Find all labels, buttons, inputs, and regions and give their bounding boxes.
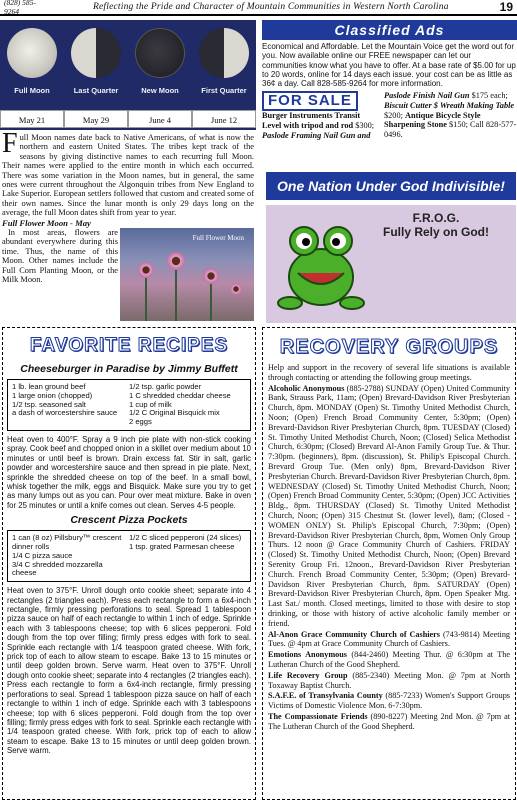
first-quarter-moon-icon bbox=[199, 28, 249, 78]
photo-caption: Full Flower Moon bbox=[192, 234, 244, 242]
full-moon-icon bbox=[7, 28, 57, 78]
listing-price: $200; bbox=[384, 110, 403, 120]
frog-title bbox=[361, 211, 511, 239]
group-name: Emotions Anonymous bbox=[268, 650, 347, 660]
group-name: Life Recovery Group bbox=[268, 670, 348, 680]
ingredients-box bbox=[7, 379, 251, 431]
page-header bbox=[0, 0, 517, 16]
moon-date: May 29 bbox=[64, 110, 128, 128]
listing-price: $150; Call 828-577-0496. bbox=[384, 120, 517, 139]
header-tagline: Reflecting the Pride and Character of Mountain Communities in Western North Carolina bbox=[92, 2, 449, 12]
flower-icon bbox=[167, 252, 185, 270]
moon-article-body2: In most areas, flowers are abundant everywhere during this time. Thus, the name of this Moon. Other names include the Full Corn Planting Moon, or the Milk Moon. bbox=[2, 228, 118, 285]
moon-cell-first-quarter bbox=[192, 20, 256, 108]
recovery-intro: Help and support in the recovery of several life situations is available through contacting or attending the following group meetings. bbox=[268, 363, 510, 382]
ingredient: 1 can (8 oz) Pillsbury™ crescent dinner rolls bbox=[12, 533, 122, 552]
moon-date: June 12 bbox=[192, 110, 256, 128]
ingredient: 2 eggs bbox=[129, 417, 152, 427]
drop-cap: F bbox=[2, 133, 18, 159]
moon-name: Last Quarter bbox=[73, 86, 119, 95]
listing-price: $300; bbox=[355, 121, 375, 131]
new-moon-icon bbox=[135, 28, 185, 78]
for-sale-badge: FOR SALE bbox=[262, 91, 358, 111]
moon-phase-table bbox=[0, 20, 256, 130]
group-name: Alcoholic Anonymous bbox=[268, 383, 345, 393]
ingredients-box bbox=[7, 530, 251, 582]
moon-article-subhead: Full Flower Moon - May bbox=[2, 217, 91, 228]
last-quarter-moon-icon bbox=[71, 28, 121, 78]
for-sale-listing bbox=[262, 91, 517, 171]
group-details: (844-2460) Meeting Thur. @ 6:30pm at The Lutheran Church of the Good Shepherd. bbox=[268, 650, 511, 669]
classified-intro: Economical and Affordable. Let the Mountain Voice get the word out for you. Now available online our FREE newspaper can let our communities know what you have to offer. At a base rate of $5.00 for up to 20 words, online for 14 days each issue. your cost can be as little as 36¢ a day. Call 828-585-9264 for more information. bbox=[262, 42, 516, 89]
ingredient: 1 large onion (chopped) bbox=[12, 390, 93, 400]
flower-icon bbox=[203, 268, 219, 284]
ingredient: 1 cup of milk bbox=[129, 399, 172, 409]
full-flower-moon-photo bbox=[120, 228, 254, 321]
listing-title: Antique Bicycle Style Sharpening Stone bbox=[384, 110, 481, 130]
ingredient: 1 C shredded cheddar cheese bbox=[129, 390, 231, 400]
moon-name: First Quarter bbox=[201, 86, 247, 95]
ingredients-right bbox=[129, 534, 246, 578]
ingredient: 1 lb. lean ground beef bbox=[12, 382, 86, 391]
unity-banner: One Nation Under God Indivisible! bbox=[266, 172, 516, 200]
frog-ad bbox=[266, 205, 516, 323]
frog-line1: F.R.O.G. bbox=[412, 211, 460, 225]
recovery-groups bbox=[262, 327, 516, 800]
ingredients-right bbox=[129, 383, 246, 427]
moon-cell-new bbox=[128, 20, 192, 108]
group-details: (885-2788) SUNDAY (Open) United Community Bank, Strauss Park, 11am; (Open) Brevard-Davidson River Presbyterian Church, 8pm. MONDAY (Open) St. Timothy United Methodist Church, Noon; (Open) French Broad Community Center, 5:30pm; (Open) Brevard-Davidson River Presbyterian Church, 8pm. TUESDAY (Closed) St. Timothy United Methodist Church, Noon; (Closed) Selica Methodist Church, 6:30pm; (Closed) Brevard Al-Anon Family Group Tue. & Thur. 7:30pm. (beginners), 8pm. (discussion), St. Philip's Episcopal Church. Brevard Group Tue. (Men only) 8pm, Brevard-Davidson River Presbyterian Church. Brevard-Davidson River Presbyterian Church, 8pm. WEDNESDAY (Closed) St. Timothy United Methodist Church, Noon; (Open) French Broad Community Center, 5:30pm; (Open) JCC Activities Bldg., 8pm. THURSDAY (Closed) St. Timothy United Methodist Church, Noon; (Open) 315 Chestnut St. (lower level), 8am; (Closed - WOMEN ONLY) St. Philip's Episcopal Church, 7:30pm; (Open) Brevard-Davidson River Presbyterian Church, 8pm, Women Only Group Thurs. 12 noon @ Grace Community Church of Cashiers. FRIDAY (Closed) St. Timothy United Methodist Church, Noon; (Open) Brevard Serenity Group Fri. 12noon., Brevard-Davidson River Presbyterian Church. French Broad Community Center, 5:30pm; (Open) Brevard-Davidson River Presbyterian Church, 8pm. SATURDAY (Open) Brevard-Davidson River Presbyterian Church, 8pm. Open Speaker Mtg. Last Sat./ month. Closed meetings, limited to those with desire to stop drinking, or those with history of active alcoholic family member or friend. bbox=[268, 383, 511, 628]
listing-title: Burger Instruments Transit Level with tripod and rod bbox=[262, 111, 361, 131]
moon-article-body: ull Moon names date back to Native Americans, of what is now the northern and eastern United States. The tribes kept track of the seasons by giving distinctive names to each recurring full Moon. Their names were applied to the entire month in which each occurred. There was some variation in the Moon names, but in general, the same ones were current throughout the Algonquin tribes from New England to Lake Superior. European settlers followed that custom and created some of their own names. Since the lunar month is only 29 days long on the average, the full Moon dates shift from year to year. bbox=[2, 133, 254, 218]
listing-price: $175 each; bbox=[471, 91, 508, 101]
for-sale-left bbox=[262, 91, 380, 140]
group-details: (885-2340) Meeting Mon. @ 7pm at North Toxaway Baptist Church. bbox=[268, 670, 511, 690]
group-details: (885-7233) Women's Support Groups Victims of Domestic Violence Mon. 6-7:30pm. bbox=[268, 691, 510, 711]
group-details: (890-8227) Meeting 2nd Mon. @ 7pm at The Lutheran Church of the Good Shepherd. bbox=[268, 711, 511, 731]
ingredient: 3/4 C shredded mozzarella cheese bbox=[12, 559, 103, 578]
group-details: (743-9814) Meeting Tues. @ 4pm at Grace Community Church of Cashiers. bbox=[268, 629, 511, 649]
group-name: S.A.F.E. of Transylvania County bbox=[268, 691, 383, 701]
listing-title: Paslode Finish Nail Gun bbox=[384, 91, 470, 101]
ingredient: 1 tsp. grated Parmesan cheese bbox=[129, 542, 235, 552]
listing-title: Paslode Framing Nail Gun and bbox=[262, 130, 371, 140]
ingredients-left bbox=[12, 534, 129, 578]
classified-ads bbox=[262, 20, 517, 175]
recipe-title: Crescent Pizza Pockets bbox=[70, 514, 188, 527]
for-sale-right bbox=[384, 91, 517, 139]
frog-line2: Fully Rely on God! bbox=[382, 225, 489, 239]
recipe-directions: Heat oven to 375°F. Unroll dough onto cookie sheet; separate into 4 rectangles (2 triangles each). Press each rectangle to form a 6x4-inch rectangle, firmly pressing perforations to seal. Spread 1 tablespoon pizza sauce on half of each rectangle to within 1 inch of edge. Sprinkle each with 3 tablespoons cheese; top with 6 slices pepperoni. Fold dough from the top over filling; firmly press edges with fork to seal. Sprinkle each rectangle with 1/4 teaspoon grated cheese. With fork, prick top of each to allow steam to escape. Bake 13 to 15 minutes or until deep golden brown. Serve warm. Heat oven to 375°F. Unroll dough onto cookie sheet; separate into 4 rectangles (2 triangles each). Press each rectangle to form a 6x4-inch rectangle, firmly pressing perforations to seal. Spread 1 tablespoon pizza sauce on half of each rectangle to within 1 inch of edge. Sprinkle each with 3 tablespoons cheese; top with 6 slices pepperoni. Fold dough from the top over filling; firmly press edges with fork to seal. Sprinkle each rectangle with 1/4 teaspoon grated cheese. With fork, prick top of each to allow steam to escape. Bake 13 to 15 minutes or until deep golden brown. Serve warm. bbox=[7, 586, 251, 756]
group-name: Al-Anon Grace Community Church of Cashiers bbox=[268, 629, 440, 639]
recipes-title: FAVORITE RECIPES bbox=[29, 335, 229, 356]
moon-name: Full Moon bbox=[14, 86, 50, 95]
ingredient: 1/4 C pizza sauce bbox=[12, 550, 73, 560]
classified-banner: Classified Ads bbox=[262, 20, 517, 40]
listing-title: Biscuit Cutter $ Wreath Making Table bbox=[384, 101, 515, 111]
group-name: The Compassionate Friends bbox=[268, 711, 368, 721]
page-number: 19 bbox=[499, 0, 513, 14]
flower-icon bbox=[138, 262, 154, 278]
recipe-directions: Heat oven to 400°F. Spray a 9 inch pie plate with non-stick cooking spray. Cook beef and chopped onion in a skillet over medium about 10 minutes or until beef is brown. Drain excess fat. Stir in salt, garlic powder and worcestershire sauce and then spread in pie plate. Next, sprinkle the shredded cheese on top of the beef. In a small bowl, whisk together the milk, eggs and Bisquick. Make sure you try to get as many lumps out as you can. Pour over meat mixture. Bake in oven for 25 minutes or until a knife comes out clean. Serves 4-5 people. bbox=[7, 434, 251, 510]
moon-cell-last-quarter bbox=[64, 20, 128, 108]
moon-name: New Moon bbox=[141, 86, 179, 95]
ingredient: 1/2 tsp. seasoned salt bbox=[12, 399, 86, 409]
ingredient: 1/2 tsp. garlic powder bbox=[129, 382, 202, 391]
ingredient: 1/2 C sliced pepperoni (24 slices) bbox=[129, 533, 242, 543]
frog-icon bbox=[276, 215, 366, 315]
ingredients-left bbox=[12, 383, 129, 427]
ingredient: 1/2 C Original Bisquick mix bbox=[129, 408, 220, 418]
moon-date: May 21 bbox=[0, 110, 64, 128]
moon-cell-full bbox=[0, 20, 64, 108]
recovery-title: RECOVERY GROUPS bbox=[279, 336, 499, 358]
favorite-recipes bbox=[2, 327, 256, 800]
flower-icon bbox=[230, 283, 242, 295]
ingredient: a dash of worcestershire sauce bbox=[12, 408, 118, 418]
recipe-title: Cheeseburger in Paradise by Jimmy Buffett bbox=[20, 363, 238, 375]
header-phone: (828) 585-9264 bbox=[4, 0, 36, 16]
moon-date: June 4 bbox=[128, 110, 192, 128]
recovery-body bbox=[268, 363, 510, 731]
